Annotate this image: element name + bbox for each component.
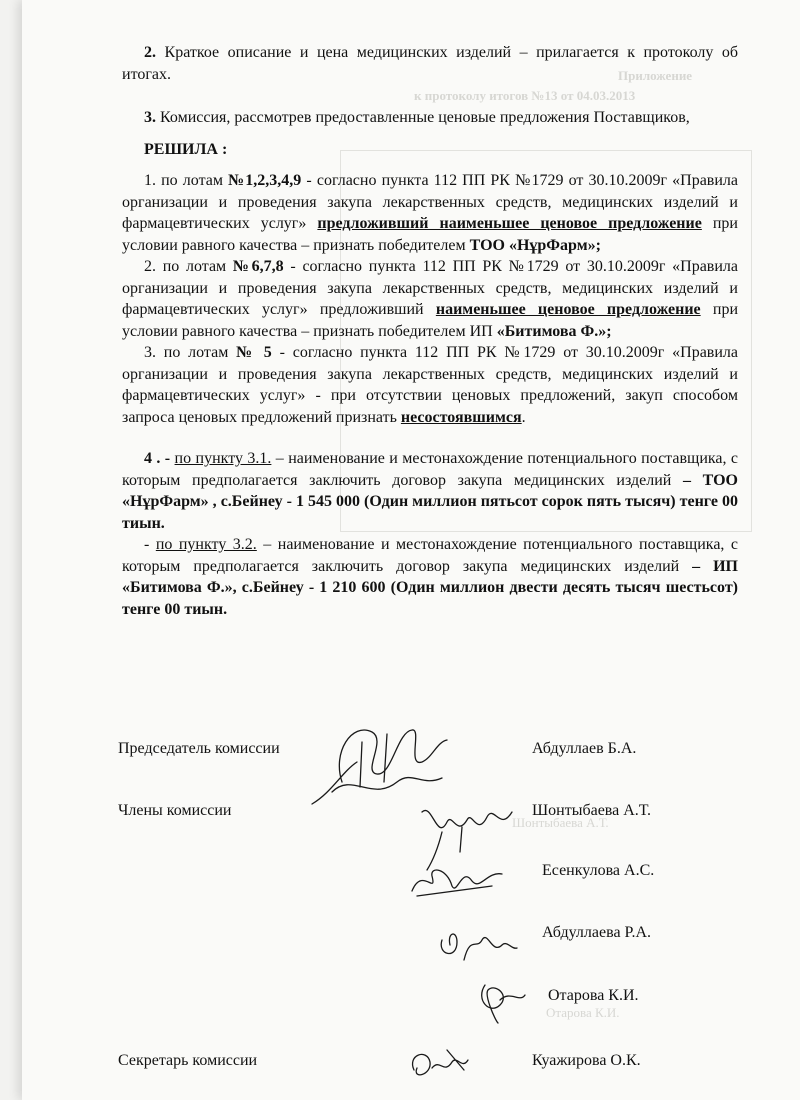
member-2-signature: [402, 856, 512, 906]
paragraph-4-1: 4 . - по пункту 3.1. – наименование и местонахождение потенциального поставщика, с которым предполагается заключить договор закупа медицинских изделий – ТОО «НұрФарм» , с.Бейнеу - 1 545 000 (Один миллион пятьсот сорок пять тысяч) тенге 00 тиын.: [122, 450, 739, 532]
member-3-name: Абдуллаева Р.А.: [542, 924, 651, 941]
secretary-name: Куажирова О.К.: [532, 1052, 641, 1069]
member-4-signature: [470, 975, 530, 1025]
members-label: Члены комиссии: [118, 802, 232, 819]
secretary-label: Секретарь комиссии: [118, 1052, 258, 1069]
member-2-name: Есенкулова А.С.: [542, 862, 655, 879]
decision-item-1: 1. по лотам №1,2,3,4,9 - согласно пункта 112 ПП РК №1729 от 30.10.2009г «Правила организации и проведения закупа лекарственных средств, медицинских изделий и фармацевтических услуг» предложивший наименьшее ценовое предложение при условии равного качества – признать победителем ТОО «НұрФарм»;: [122, 172, 739, 254]
paragraph-4-2: - по пункту 3.2. – наименование и местонахождение потенциального поставщика, с которым предполагается заключить договор закупа медицинских изделий – ИП «Битимова Ф.», с.Бейнеу - 1 210 600 (Один миллион двести десять тысяч шестьсот) тенге 00 тиын.: [122, 536, 739, 618]
decision-item-2: 2. по лотам №6,7,8 - согласно пункта 112 ПП РК №1729 от 30.10.2009г «Правила организации и проведения закупа лекарственных средств, медицинских изделий и фармацевтических услуг» предложивший наименьшее ценовое предложение при условии равного качества – признать победителем ИП «Битимова Ф.»;: [122, 258, 738, 340]
decision-item-3: 3. по лотам № 5 - согласно пункта 112 ПП РК №1729 от 30.10.2009г «Правила организации и проведения закупа лекарственных средств, медицинских изделий и фармацевтических услуг» - при отсутствии ценовых предложений, закуп способом запроса ценовых предложений признать несостоявшимся.: [122, 344, 739, 426]
member-1-name: Шонтыбаева А.Т.: [532, 802, 651, 819]
secretary-signature: [402, 1040, 482, 1090]
ghost-text: к протоколу итогов №13 от 04.03.2013: [414, 88, 636, 103]
member-4-name: Отарова К.И.: [548, 987, 639, 1004]
ghost-text: Приложение: [618, 68, 693, 83]
ghost-text: Отарова К.И.: [546, 1005, 620, 1020]
paragraph-3: 3. Комиссия, рассмотрев предоставленные ценовые предложения Поставщиков,: [144, 109, 690, 126]
document-body: [122, 42, 738, 620]
decision-heading: РЕШИЛА :: [144, 140, 228, 158]
document-page: [22, 0, 800, 1100]
member-3-signature: [432, 920, 522, 970]
chair-name: Абдуллаев Б.А.: [532, 740, 637, 757]
paragraph-2: 2. Краткое описание и цена медицинских изделий – прилагается к протоколу об итогах.: [122, 44, 739, 83]
chair-label: Председатель комиссии: [118, 740, 280, 757]
ghost-text: Шонтыбаева А.Т.: [512, 815, 609, 830]
